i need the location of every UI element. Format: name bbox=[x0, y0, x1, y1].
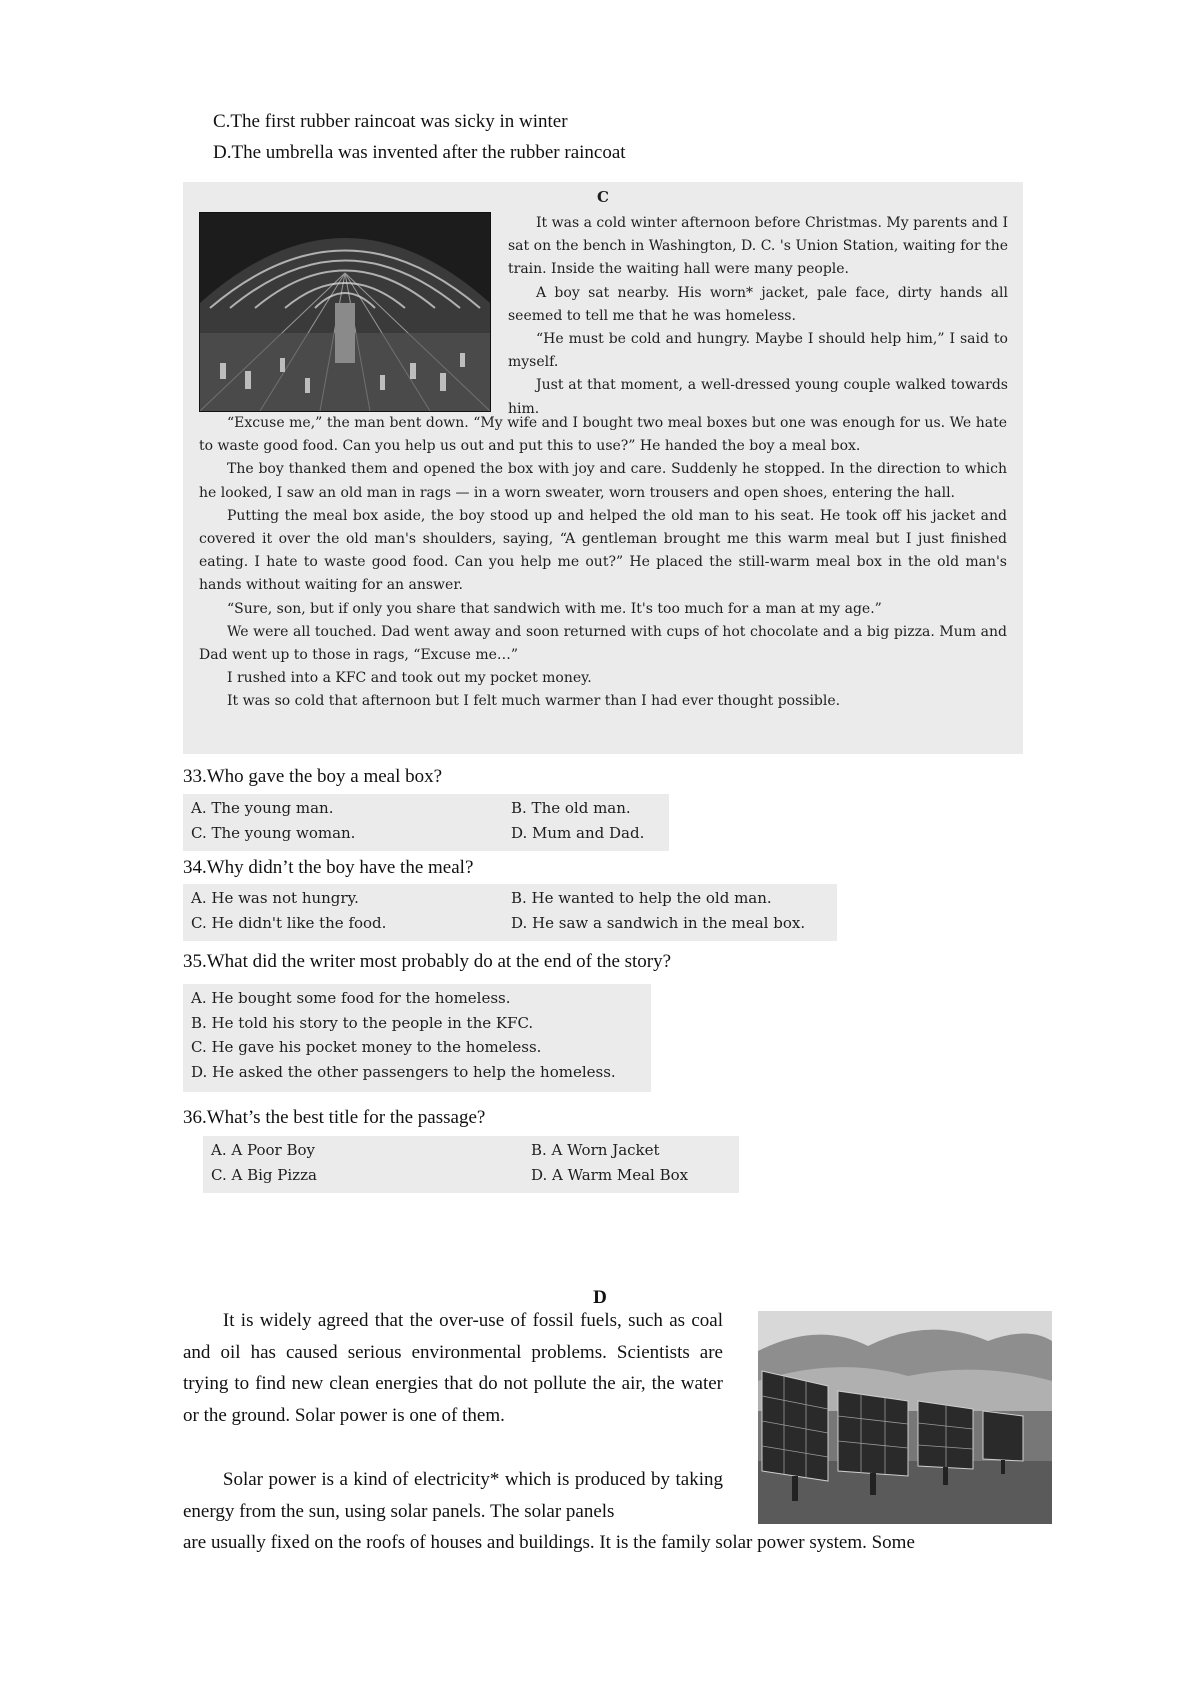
passage-c-paragraph: The boy thanked them and opened the box with joy and care. Suddenly he stopped. In the direction to which he looked, I saw an old man in rags — in a worn sweater, worn trousers and open shoes, entering the hall. bbox=[199, 461, 1007, 501]
option[interactable]: C. He gave his pocket money to the homeless. bbox=[191, 1038, 542, 1056]
passage-c-paragraph: It was so cold that afternoon but I felt much warmer than I had ever thought possible. bbox=[227, 693, 841, 710]
option[interactable]: B. He told his story to the people in the KFC. bbox=[191, 1013, 534, 1032]
passage-c-letter: C bbox=[597, 188, 609, 206]
solar-panels-image bbox=[758, 1311, 1052, 1524]
option[interactable]: A. He was not hungry. bbox=[191, 889, 359, 907]
option[interactable]: C. He didn't like the food. bbox=[191, 914, 387, 932]
question-33: 33.Who gave the boy a meal box? bbox=[183, 766, 443, 787]
option[interactable]: C. A Big Pizza bbox=[211, 1166, 317, 1184]
option[interactable]: B. A Worn Jacket bbox=[531, 1141, 660, 1159]
passage-c-full-column bbox=[199, 412, 1007, 714]
passage-c-paragraph: I rushed into a KFC and took out my pocket money. bbox=[227, 670, 592, 687]
option[interactable]: D. He saw a sandwich in the meal box. bbox=[511, 914, 806, 932]
passage-d-paragraph-2a: Solar power is a kind of electricity* which is produced by taking energy from the sun, using solar panels. The solar panels bbox=[183, 1469, 723, 1522]
question-34: 34.Why didn’t the boy have the meal? bbox=[183, 857, 474, 878]
option[interactable]: A. He bought some food for the homeless. bbox=[191, 989, 511, 1007]
passage-c-paragraph: We were all touched. Dad went away and soon returned with cups of hot chocolate and a big pizza. Mum and Dad went up to those in rags, “Excuse me…” bbox=[199, 623, 1007, 664]
passage-c-paragraph: Just at that moment, a well-dressed young couple walked towards him. bbox=[508, 377, 1008, 417]
station-photo bbox=[199, 212, 491, 412]
passage-c-paragraph: “He must be cold and hungry. Maybe I should help him,” I said to myself. bbox=[508, 331, 1008, 371]
option[interactable]: C. The young woman. bbox=[191, 824, 356, 842]
solar-panels-photo bbox=[758, 1311, 1052, 1524]
passage-c-paragraph: It was a cold winter afternoon before Christmas. My parents and I sat on the bench in Washington, D. C. 's Union Station, waiting for the train. Inside the waiting hall were many people. bbox=[508, 215, 1008, 278]
passage-c-scan bbox=[183, 182, 1023, 754]
option[interactable]: D. He asked the other passengers to help the homeless. bbox=[191, 1062, 616, 1081]
passage-d-paragraph-2b: are usually fixed on the roofs of houses and buildings. It is the family solar power system. Some bbox=[183, 1532, 915, 1553]
passage-d-letter: D bbox=[593, 1287, 607, 1308]
passage-c-paragraph: Putting the meal box aside, the boy stood up and helped the old man to his seat. He took off his jacket and covered it over the old man's shoulders, saying, “A gentleman brought me this warm meal but I just finished eating. I hate to waste good food. Can you help me out?” He placed the still-warm meal box in the old man's hands without waiting for an answer. bbox=[199, 507, 1007, 594]
passage-c-paragraph: “Excuse me,” the man bent down. “My wife and I bought two meal boxes but one was enough for us. We hate to waste good food. Can you help us out and put this to use?” He handed the boy a meal box. bbox=[199, 415, 1007, 455]
question-35-options bbox=[183, 984, 651, 1092]
passage-c-right-column bbox=[508, 212, 1008, 421]
option[interactable]: A. A Poor Boy bbox=[211, 1141, 315, 1159]
passage-c-paragraph: “Sure, son, but if only you share that sandwich with me. It's too much for a man at my age.” bbox=[227, 600, 882, 617]
option[interactable]: A. The young man. bbox=[191, 799, 334, 817]
question-35: 35.What did the writer most probably do at the end of the story? bbox=[183, 951, 672, 972]
passage-d-paragraph-1: It is widely agreed that the over-use of fossil fuels, such as coal and oil has caused serious environmental problems. Scientists are trying to find new clean energies that do not pollute the air, the water or the ground. Solar power is one of them. bbox=[183, 1310, 723, 1426]
question-36: 36.What’s the best title for the passage? bbox=[183, 1107, 486, 1128]
question-33-options bbox=[183, 794, 669, 851]
option[interactable]: B. He wanted to help the old man. bbox=[511, 889, 772, 907]
question-36-options bbox=[203, 1136, 739, 1193]
passage-c-paragraph: A boy sat nearby. His worn* jacket, pale face, dirty hands all seemed to tell me that he was homeless. bbox=[508, 284, 1008, 324]
question-34-options bbox=[183, 884, 837, 941]
option-d-previous: D.The umbrella was invented after the rubber raincoat bbox=[213, 142, 626, 163]
option[interactable]: B. The old man. bbox=[511, 799, 631, 817]
option[interactable]: D. A Warm Meal Box bbox=[531, 1166, 689, 1184]
option[interactable]: D. Mum and Dad. bbox=[511, 824, 645, 842]
option-c-previous: C.The first rubber raincoat was sicky in winter bbox=[213, 111, 568, 132]
station-hall-image bbox=[200, 213, 490, 411]
